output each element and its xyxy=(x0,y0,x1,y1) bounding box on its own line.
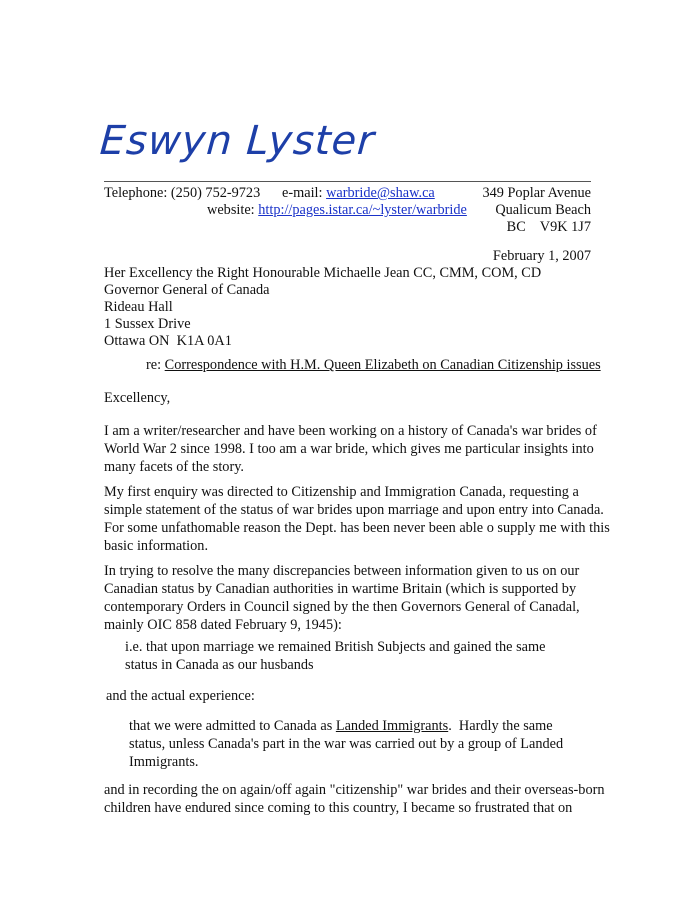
re-label: re: xyxy=(146,357,162,373)
paragraph-3-line: mainly OIC 858 dated February 9, 1945): xyxy=(104,617,342,633)
quote-2-underlined: Landed Immigrants xyxy=(335,718,449,734)
email-label: e-mail: xyxy=(282,185,323,201)
paragraph-1-line: World War 2 since 1998. I too am a war bride, which gives me particular insights into xyxy=(104,441,594,457)
website-label: website: xyxy=(207,202,255,218)
quote-2-line-2: status, unless Canada's part in the war was carried out by a group of Landed xyxy=(129,736,564,752)
address-line-3: BC V9K 1J7 xyxy=(506,219,591,235)
paragraph-5-line: children have endured since coming to this country, I became so frustrated that on xyxy=(104,800,573,816)
quote-2-before: that we were admitted to Canada as xyxy=(129,718,336,734)
paragraph-5-line: and in recording the on again/off again "citizenship" war brides and their overseas-born xyxy=(104,782,605,798)
letterhead-signature-name: Eswyn Lyster xyxy=(98,118,377,164)
paragraph-2-line: simple statement of the status of war brides upon marriage and upon entry into Canada. xyxy=(104,502,604,518)
quote-1-line: status in Canada as our husbands xyxy=(125,657,314,673)
quote-2-line-3: Immigrants. xyxy=(129,754,199,770)
quote-2-line-1 xyxy=(129,717,619,735)
paragraph-3 xyxy=(104,562,594,634)
quote-1-line: i.e. that upon marriage we remained British Subjects and gained the same xyxy=(125,639,546,655)
recipient-line-2: Governor General of Canada xyxy=(104,282,270,298)
salutation: Excellency, xyxy=(104,390,171,406)
paragraph-3-line: In trying to resolve the many discrepancies between information given to us on our xyxy=(104,563,580,579)
paragraph-5 xyxy=(104,781,605,817)
website-line xyxy=(207,201,467,219)
recipient-line-3: Rideau Hall xyxy=(104,299,173,315)
paragraph-4: and the actual experience: xyxy=(106,688,255,704)
paragraph-1 xyxy=(104,422,597,476)
paragraph-3-line: contemporary Orders in Council signed by the then Governors General of Canadal, xyxy=(104,599,580,615)
website-link[interactable]: http://pages.istar.ca/~lyster/warbride xyxy=(258,202,467,218)
address-line-1: 349 Poplar Avenue xyxy=(482,185,591,201)
paragraph-2-line: My first enquiry was directed to Citizenship and Immigration Canada, requesting a xyxy=(104,484,579,500)
letterhead-divider xyxy=(104,181,591,182)
telephone-text: Telephone: (250) 752-9723 xyxy=(104,185,261,201)
quote-2 xyxy=(129,717,619,771)
letter-date: February 1, 2007 xyxy=(492,248,591,264)
paragraph-2 xyxy=(104,483,610,555)
paragraph-1-line: I am a writer/researcher and have been working on a history of Canada's war brides of xyxy=(104,423,597,439)
paragraph-3-line: Canadian status by Canadian authorities in wartime Britain (which is supported by xyxy=(104,581,577,597)
recipient-line-4: 1 Sussex Drive xyxy=(104,316,191,332)
paragraph-1-line: many facets of the story. xyxy=(104,459,245,475)
address-line-2: Qualicum Beach xyxy=(495,202,591,218)
re-line xyxy=(146,356,601,374)
paragraph-2-line: For some unfathomable reason the Dept. has been never been able o supply me with this xyxy=(104,520,610,536)
recipient-line-5: Ottawa ON K1A 0A1 xyxy=(104,333,232,349)
paragraph-2-line: basic information. xyxy=(104,538,209,554)
quote-1 xyxy=(125,638,615,674)
recipient-line-1: Her Excellency the Right Honourable Michaelle Jean CC, CMM, COM, CD xyxy=(104,265,542,281)
re-subject: Correspondence with H.M. Queen Elizabeth on Canadian Citizenship issues xyxy=(164,357,601,373)
email-link[interactable]: warbride@shaw.ca xyxy=(326,185,435,201)
email-line xyxy=(282,184,435,202)
quote-2-after: . Hardly the same xyxy=(448,718,553,734)
